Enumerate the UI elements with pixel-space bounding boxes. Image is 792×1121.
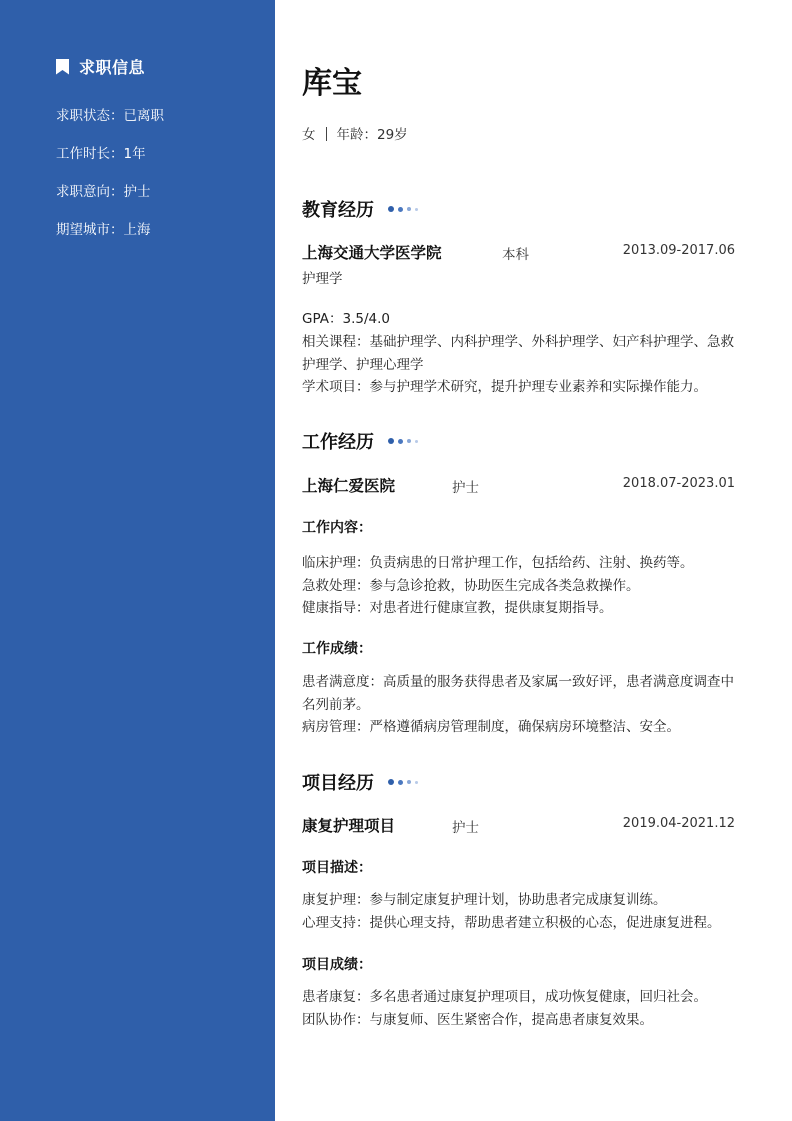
section-heading: 工作经历 [302, 432, 374, 453]
job-info-list [56, 107, 164, 259]
age: 年龄：29岁 [336, 127, 408, 143]
project-entry [302, 814, 735, 838]
dots-decoration [388, 206, 422, 212]
sidebar-header [56, 55, 145, 78]
project-desc-label: 项目描述： [302, 860, 372, 876]
sidebar-title: 求职信息 [79, 58, 146, 77]
work-section-title [302, 428, 422, 454]
education-date: 2013.09-2017.06 [622, 243, 735, 258]
bookmark-icon [56, 59, 69, 75]
work-date: 2018.07-2023.01 [622, 476, 735, 491]
dots-decoration [388, 438, 422, 444]
dots-decoration [388, 779, 422, 785]
work-duration: 工作时长：1年 [56, 146, 146, 162]
section-heading: 教育经历 [302, 200, 374, 221]
project-section-title [302, 769, 422, 795]
section-heading: 项目经历 [302, 773, 374, 794]
basic-info [302, 123, 408, 143]
work-content-label: 工作内容： [302, 520, 372, 536]
project-achieve-item: 团队协作：与康复师、医生紧密合作，提高患者康复效果。 [302, 1012, 653, 1028]
job-status: 求职状态：已离职 [56, 108, 164, 124]
job-intention: 求职意向：护士 [56, 184, 151, 200]
work-achieve-item: 患者满意度：高质量的服务获得患者及家属一致好评，患者满意度调查中名列前茅。 [302, 674, 734, 713]
project-name: 康复护理项目 [302, 817, 396, 835]
project-role: 护士 [452, 820, 479, 836]
divider [326, 127, 327, 141]
school-name: 上海交通大学医学院 [302, 244, 442, 262]
work-achieve-label: 工作成绩： [302, 641, 372, 657]
degree: 本科 [502, 247, 529, 263]
work-role: 护士 [452, 480, 479, 496]
project-achieve-item: 患者康复：多名患者通过康复护理项目，成功恢复健康，回归社会。 [302, 989, 707, 1005]
project-date: 2019.04-2021.12 [622, 816, 735, 831]
candidate-name: 库宝 [302, 66, 362, 101]
project-desc-item: 康复护理：参与制定康复护理计划，协助患者完成康复训练。 [302, 892, 667, 908]
education-section-title [302, 196, 422, 222]
gpa: GPA：3.5/4.0 [302, 311, 390, 327]
work-content-item: 临床护理：负责病患的日常护理工作，包括给药、注射、换药等。 [302, 555, 694, 571]
academic-project: 学术项目：参与护理学术研究，提升护理专业素养和实际操作能力。 [302, 379, 707, 395]
major: 护理学 [302, 271, 343, 287]
expected-city: 期望城市：上海 [56, 222, 151, 238]
project-achieve-label: 项目成绩： [302, 957, 372, 973]
work-achieve-item: 病房管理：严格遵循病房管理制度，确保病房环境整洁、安全。 [302, 719, 680, 735]
work-content-item: 急救处理：参与急诊抢救，协助医生完成各类急救操作。 [302, 578, 640, 594]
employer-name: 上海仁爱医院 [302, 477, 396, 495]
work-entry [302, 474, 735, 498]
gender: 女 [302, 127, 316, 143]
education-entry [302, 241, 735, 265]
work-content-item: 健康指导：对患者进行健康宣教，提供康复期指导。 [302, 600, 613, 616]
project-desc-item: 心理支持：提供心理支持，帮助患者建立积极的心态，促进康复进程。 [302, 915, 721, 931]
sidebar [0, 0, 275, 1121]
courses: 相关课程：基础护理学、内科护理学、外科护理学、妇产科护理学、急救护理学、护理心理学 [302, 334, 734, 373]
